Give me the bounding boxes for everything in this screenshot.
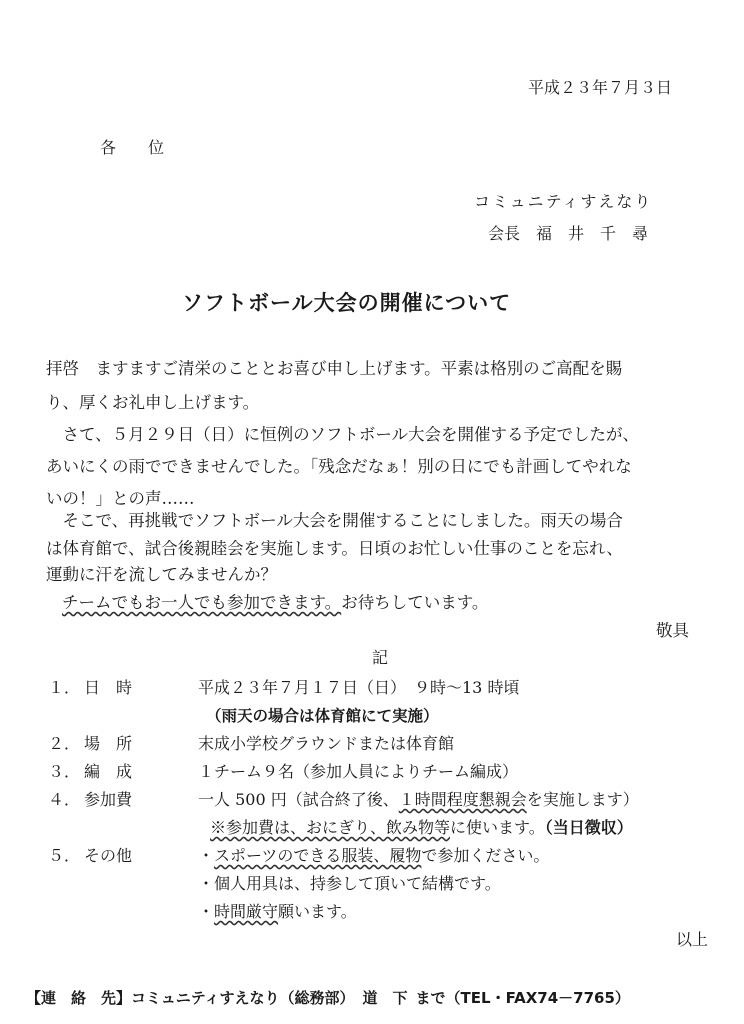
rain-note: （雨天の場合は体育館にて実施） — [206, 707, 439, 725]
document-date: 平成２３年７月３日 — [528, 78, 673, 97]
bullet-1-text: で参加ください。 — [421, 846, 550, 865]
closing-text: お待ちしています。 — [341, 593, 489, 612]
closing-line — [62, 592, 488, 614]
body-line: いの！」との声…… — [46, 489, 195, 508]
ki-heading: 記 — [372, 648, 389, 667]
other-bullet-2: ・個人用具は、持参して頂いて結構です。 — [198, 874, 501, 893]
fee-note — [210, 818, 633, 838]
item-value-fee — [198, 790, 639, 810]
ijou: 以上 — [676, 930, 709, 949]
contact-footer — [26, 988, 630, 1008]
bullet-1-underlined: スポーツのできる服装、履物 — [214, 846, 422, 865]
body-line: り、厚くお礼申し上げます。 — [46, 393, 260, 412]
bullet-3-text: 願います。 — [278, 902, 357, 921]
bullet: ・ — [198, 902, 215, 921]
fee-text: 一人 500 円（試合終了後、 — [198, 790, 399, 809]
item-number: １． — [48, 678, 81, 697]
body-line: さて、５月２９日（日）に恒例のソフトボール大会を開催する予定でしたが、 — [46, 425, 640, 444]
keigu: 敬具 — [656, 621, 689, 640]
body-line: あいにくの雨でできませんでした。「残念だなぁ！別の日にでも計画してやれな — [46, 457, 632, 476]
document-title: ソフトボール大会の開催について — [182, 291, 512, 315]
closing-underlined-text: チームでもお一人でも参加できます。 — [62, 593, 342, 612]
item-key-other: その他 — [84, 846, 133, 865]
contact-person: 道 下 — [362, 989, 408, 1007]
body-line: 運動に汗を流してみませんか？ — [46, 565, 277, 584]
body-line: は体育館で、試合後親睦会を実施します。日頃のお忙しい仕事のことを忘れ、 — [46, 539, 623, 558]
item-number: ３． — [48, 762, 81, 781]
item-value-team: １チーム９名（参加人員によりチーム編成） — [198, 762, 519, 781]
item-value-place: 末成小学校グラウンドまたは体育館 — [198, 734, 455, 753]
body-line: そこで、再挑戦でソフトボール大会を開催することにしました。雨天の場合 — [46, 511, 623, 530]
body-line: 拝啓 ますますご清栄のこととお喜び申し上げます。平素は格別のご高配を賜 — [46, 359, 623, 378]
other-bullet-3 — [198, 902, 357, 922]
bullet: ・ — [198, 846, 215, 865]
contact-label: 【連 絡 先】 — [26, 989, 132, 1007]
contact-organization: コミュニティすえなり（総務部） — [131, 989, 355, 1007]
sender-name: 会長 福 井 千 尋 — [488, 224, 649, 243]
item-value-date: 平成２３年７月１７日（日） ９時～13 時頃 — [198, 678, 520, 697]
addressee: 各 位 — [100, 138, 165, 157]
item-number: ４． — [48, 790, 81, 809]
item-key-place: 場 所 — [84, 734, 133, 753]
bullet-3-underlined: 時間厳守 — [214, 902, 279, 921]
fee-text-end: を実施します） — [526, 790, 639, 809]
other-bullet-1 — [198, 846, 549, 866]
fee-underlined-text: １時間程度懇親会 — [398, 790, 527, 809]
sender-organization: コミュニティすえなり — [474, 192, 653, 211]
item-number: ５． — [48, 846, 81, 865]
fee-note-bold: （当日徴収） — [544, 818, 633, 837]
item-key-fee: 参加費 — [84, 790, 133, 809]
item-key-date: 日 時 — [84, 678, 133, 697]
item-key-team: 編 成 — [84, 762, 133, 781]
fee-note-text: に使います。 — [450, 818, 545, 837]
fee-note-underlined: ※参加費は、おにぎり、飲み物等 — [210, 818, 451, 837]
contact-phone: まで（TEL・FAX74－7765） — [415, 989, 630, 1007]
item-number: ２． — [48, 734, 81, 753]
